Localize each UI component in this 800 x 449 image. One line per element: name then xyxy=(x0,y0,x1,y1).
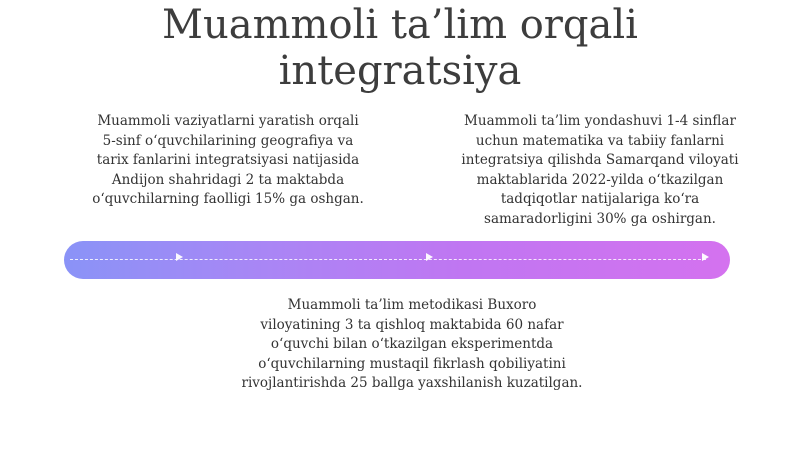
text-block-buxoro: Muammoli ta’lim metodikasi Buxoro viloyatining 3 ta qishloq maktabida 60 nafar oʻquvchi bilan oʻtkazilgan eksperimentda oʻquvchilarning mustaqil fikrlash qobiliyatini rivojlantirishda 25 ballga yaxshilanish kuzatilgan. xyxy=(241,297,583,391)
arrow-right-icon xyxy=(176,253,183,261)
slide-title: Muammoli ta’lim orqali integratsiya xyxy=(162,2,638,94)
arrow-right-icon xyxy=(702,253,709,261)
text-block-andijon: Muammoli vaziyatlarni yaratish orqali 5-sinf oʻquvchilarining geografiya va tarix fanlarini integratsiyasi natijasida Andijon shahridagi 2 ta maktabda oʻquvchilarning faolligi 15% ga oshgan. xyxy=(92,113,364,207)
arrow-right-icon xyxy=(426,253,433,261)
timeline-bar xyxy=(64,241,730,279)
text-block-samarqand: Muammoli ta’lim yondashuvi 1-4 sinflar uchun matematika va tabiiy fanlarni integratsiya qilishda Samarqand viloyati maktablarida 2022-yilda oʻtkazilgan tadqiqotlar natijalariga koʻra samaradorligini 30% ga oshirgan. xyxy=(461,113,739,227)
timeline-dashed-line xyxy=(70,259,706,260)
